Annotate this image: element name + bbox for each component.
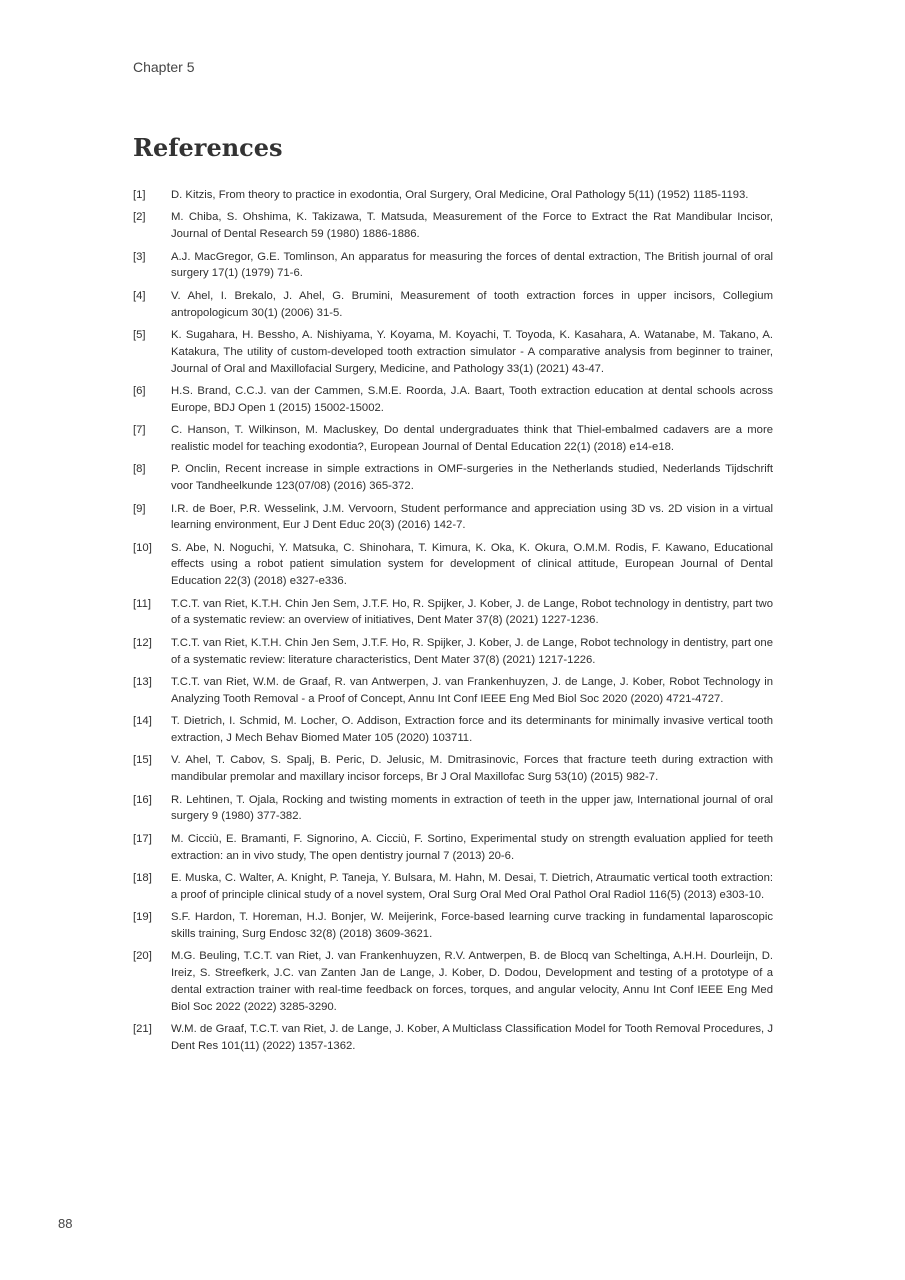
reference-text: P. Onclin, Recent increase in simple extractions in OMF-surgeries in the Netherlands studied, Nederlands Tijdschrift voor Tandheelkunde 123(07/08) (2016) 365-372. (171, 463, 773, 493)
reference-item (133, 792, 773, 826)
reference-number: [18] (133, 871, 152, 884)
reference-number: [10] (133, 541, 152, 554)
reference-number: [8] (133, 463, 146, 476)
reference-item (133, 635, 773, 669)
reference-list (133, 187, 773, 1060)
reference-text: K. Sugahara, H. Bessho, A. Nishiyama, Y. Koyama, M. Koyachi, T. Toyoda, K. Kasahara, A. Watanabe, M. Takano, A. Katakura, The utility of custom-developed tooth extraction simulator - A comparative analysis from beginner to trainer, Journal of Oral and Maxillofacial Surgery, Medicine, and Pathology 33(1) (2021) 43-47. (171, 328, 773, 375)
reference-item (133, 1021, 773, 1055)
reference-number: [15] (133, 754, 152, 767)
reference-item (133, 596, 773, 630)
reference-number: [9] (133, 502, 146, 515)
reference-number: [14] (133, 715, 152, 728)
reference-number: [1] (133, 189, 146, 201)
reference-item (133, 909, 773, 943)
reference-item (133, 209, 773, 243)
reference-item (133, 187, 773, 204)
reference-item (133, 501, 773, 535)
reference-text: S.F. Hardon, T. Horeman, H.J. Bonjer, W. Meijerink, Force-based learning curve tracking in fundamental laparoscopic skills training, Surg Endosc 32(8) (2018) 3609-3621. (171, 911, 773, 940)
reference-item (133, 422, 773, 456)
reference-number: [16] (133, 793, 152, 806)
reference-text: I.R. de Boer, P.R. Wesselink, J.M. Vervoorn, Student performance and appreciation using 3D vs. 2D vision in a virtual learning environment, Eur J Dent Educ 20(3) (2016) 142-7. (171, 502, 773, 532)
reference-text: D. Kitzis, From theory to practice in exodontia, Oral Surgery, Oral Medicine, Oral Pathology 5(11) (1952) 1185-1193. (171, 189, 749, 201)
reference-number: [7] (133, 424, 146, 437)
reference-text: M.G. Beuling, T.C.T. van Riet, J. van Frankenhuyzen, R.V. Antwerpen, B. de Blocq van Scheltinga, A.H.H. Dourleijn, D. Ireiz, S. Streefkerk, J.C. van Zanten Jan de Lange, J. Kober, D. Dodou, Development and testing of a prototype of a dental extraction trainer with real-time feedback on forces, torques, and angular velocity, Annu Int Conf IEEE Eng Med Biol Soc 2022 (2022) 3285-3290. (171, 950, 773, 1013)
reference-text: R. Lehtinen, T. Ojala, Rocking and twisting moments in extraction of teeth in the upper jaw, International journal of oral surgery 9 (1980) 377-382. (171, 793, 773, 823)
reference-number: [17] (133, 832, 152, 845)
reference-text: T.C.T. van Riet, K.T.H. Chin Jen Sem, J.T.F. Ho, R. Spijker, J. Kober, J. de Lange, Robot technology in dentistry, part two of a systematic review: an overview of initiatives, Dent Mater 37(8) (2021) 1227-1236. (171, 597, 773, 627)
reference-item (133, 327, 773, 377)
reference-number: [21] (133, 1023, 152, 1036)
reference-number: [11] (133, 597, 152, 610)
reference-item (133, 674, 773, 708)
reference-text: T.C.T. van Riet, W.M. de Graaf, R. van Antwerpen, J. van Frankenhuyzen, J. de Lange, J. Kober, Robot Technology in Analyzing Tooth Removal - a Proof of Concept, Annu Int Conf IEEE Eng Med Biol Soc 2020 (2020) 4721-4727. (171, 676, 773, 705)
reference-text: W.M. de Graaf, T.C.T. van Riet, J. de Lange, J. Kober, A Multiclass Classification Model for Tooth Removal Procedures, J Dent Res 101(11) (2022) 1357-1362. (171, 1023, 773, 1052)
reference-text: T. Dietrich, I. Schmid, M. Locher, O. Addison, Extraction force and its determinants for minimally invasive vertical tooth extraction, J Mech Behav Biomed Mater 105 (2020) 103711. (171, 715, 773, 745)
reference-item (133, 249, 773, 283)
reference-item (133, 752, 773, 786)
reference-item (133, 461, 773, 495)
reference-text: S. Abe, N. Noguchi, Y. Matsuka, C. Shinohara, T. Kimura, K. Oka, K. Okura, O.M.M. Rodis, F. Kawano, Educational effects using a robot patient simulation system for development of clinical attitude, European Journal of Dental Education 22(3) (2018) e327-e336. (171, 541, 773, 588)
reference-item (133, 948, 773, 1015)
reference-number: [6] (133, 384, 146, 397)
chapter-running-head: Chapter 5 (133, 59, 195, 75)
reference-text: V. Ahel, T. Cabov, S. Spalj, B. Peric, D. Jelusic, M. Dmitrasinovic, Forces that fracture teeth during extraction with mandibular premolar and maxillary incisor forceps, Br J Oral Maxillofac Surg 53(10) (2015) 982-7. (171, 754, 773, 784)
reference-number: [5] (133, 328, 146, 341)
reference-text: E. Muska, C. Walter, A. Knight, P. Taneja, Y. Bulsara, M. Hahn, M. Desai, T. Dietrich, Atraumatic vertical tooth extraction: a proof of principle clinical study of a novel system, Oral Surg Oral Med Oral Pathol Oral Radiol 116(5) (2013) e303-10. (171, 871, 773, 901)
reference-item (133, 831, 773, 865)
section-title: References (133, 133, 283, 162)
reference-text: C. Hanson, T. Wilkinson, M. Macluskey, Do dental undergraduates think that Thiel-embalmed cadavers are a more realistic model for teaching exodontia?, European Journal of Dental Education 22(1) (2018) e14-e18. (171, 424, 773, 453)
reference-item (133, 870, 773, 904)
reference-item (133, 288, 773, 322)
reference-number: [13] (133, 676, 152, 689)
reference-text: A.J. MacGregor, G.E. Tomlinson, An apparatus for measuring the forces of dental extraction, The British journal of oral surgery 17(1) (1979) 71-6. (171, 250, 773, 280)
reference-number: [19] (133, 911, 152, 924)
reference-number: [4] (133, 289, 146, 302)
reference-number: [3] (133, 250, 146, 263)
reference-text: T.C.T. van Riet, K.T.H. Chin Jen Sem, J.T.F. Ho, R. Spijker, J. Kober, J. de Lange, Robot technology in dentistry, part one of a systematic review: literature characteristics, Dent Mater 37(8) (2021) 1217-1226. (171, 636, 773, 666)
reference-item (133, 713, 773, 747)
reference-text: V. Ahel, I. Brekalo, J. Ahel, G. Brumini, Measurement of tooth extraction forces in upper incisors, Collegium antropologicum 30(1) (2006) 31-5. (171, 289, 773, 319)
page-number: 88 (58, 1216, 73, 1231)
reference-item (133, 383, 773, 417)
reference-number: [2] (133, 211, 146, 224)
reference-number: [12] (133, 636, 152, 649)
reference-item (133, 540, 773, 590)
reference-text: H.S. Brand, C.C.J. van der Cammen, S.M.E. Roorda, J.A. Baart, Tooth extraction education at dental schools across Europe, BDJ Open 1 (2015) 15002-15002. (171, 384, 773, 414)
reference-text: M. Cicciù, E. Bramanti, F. Signorino, A. Cicciù, F. Sortino, Experimental study on strength evaluation applied for teeth extraction: an in vivo study, The open dentistry journal 7 (2013) 20-6. (171, 832, 773, 862)
reference-number: [20] (133, 950, 152, 963)
reference-text: M. Chiba, S. Ohshima, K. Takizawa, T. Matsuda, Measurement of the Force to Extract the Rat Mandibular Incisor, Journal of Dental Research 59 (1980) 1886-1886. (171, 211, 773, 241)
